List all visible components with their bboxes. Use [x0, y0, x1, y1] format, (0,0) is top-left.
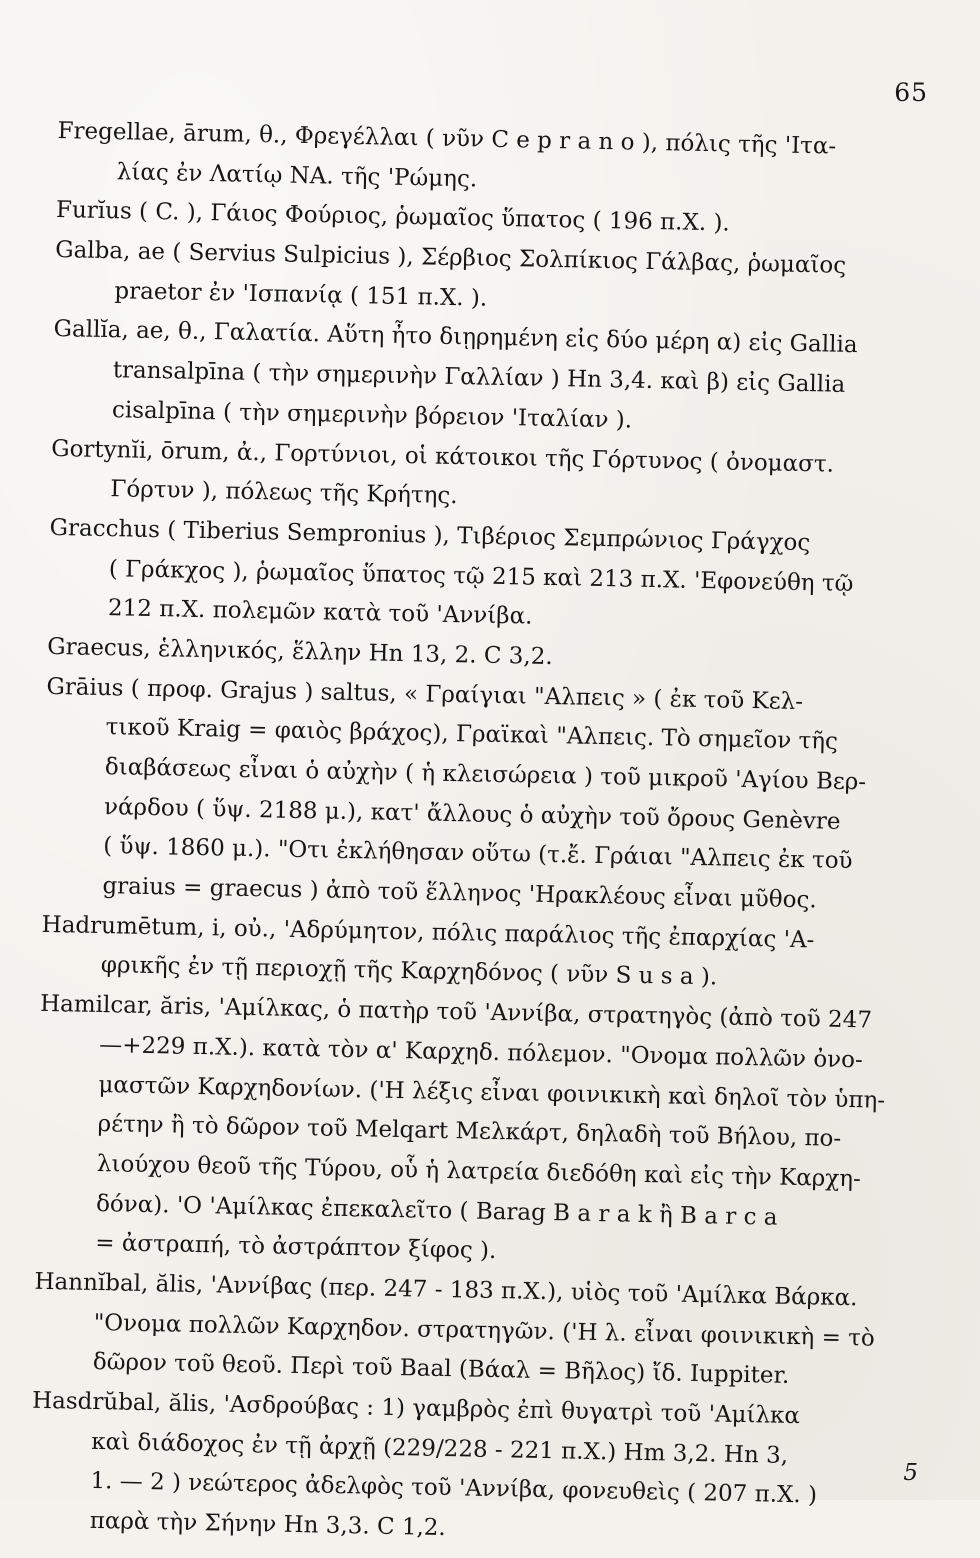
- entry-continuation-line: δόνα). 'Ο 'Αμίλκας ἐπεκαλεῖτο ( Barag B a r a k ἢ B a r c a: [95, 1190, 778, 1231]
- entry-continuation-line: 1. — 2 ) νεώτερος ἀδελφὸς τοῦ 'Αννίβα, φονευθεὶς ( 207 π.Χ. ): [90, 1468, 818, 1509]
- entry-headword-line: Fregellae, ārum, θ., Φρεγέλλαι ( νῦν C e p r a n o ), πόλις τῆς 'Ιτα-: [57, 117, 837, 160]
- entry-continuation-line: cisalpīna ( τὴν σημερινὴν βόρειον 'Ιταλίαν ).: [111, 396, 633, 434]
- entry-headword-line: Furĭus ( C. ), Γάιος Φούριος, ῥωμαῖος ὕπατος ( 196 π.Χ. ).: [55, 197, 731, 237]
- entry-continuation-line: praetor ἐν 'Ισπανίᾳ ( 151 π.Χ. ).: [114, 277, 488, 312]
- glossary-text: [29, 112, 920, 1558]
- entry-continuation-line: "Ονομα πολλῶν Καρχηδον. στρατηγῶν. ('Η λ. εἶναι φοινικικὴ = τὸ: [93, 1309, 876, 1352]
- entry-headword-line: Gallĭa, ae, θ., Γαλατία. Αὕτη ἦτο διῃρημένη εἰς δύο μέρη α) εἰς Gallia: [53, 316, 858, 359]
- entry-continuation-line: νάρδου ( ὕψ. 2188 μ.), κατ' ἄλλους ὁ αὐχὴν τοῦ ὄρους Genèvre: [103, 793, 841, 835]
- entry-continuation-line: 212 π.Χ. πολεμῶν κατὰ τοῦ 'Αννίβα.: [107, 595, 533, 630]
- entry-continuation-line: καὶ διάδοχος ἐν τῇ ἀρχῇ (229/228 - 221 π.Χ.) Hm 3,2. Hn 3,: [91, 1428, 789, 1469]
- entry-headword-line: Gracchus ( Tiberius Sempronius ), Τιβέριος Σεμπρώνιος Γράγχος: [49, 514, 811, 557]
- entry-continuation-line: = ἀστραπή, τὸ ἀστράπτον ξίφος ).: [95, 1230, 497, 1265]
- entry-headword-line: Graecus, ἑλληνικός, ἕλλην Hn 13, 2. C 3,2.: [47, 633, 553, 670]
- entry-headword-line: Hamilcar, ăris, 'Αμίλκας, ὁ πατὴρ τοῦ 'Αννίβα, στρατηγὸς (ἀπὸ τοῦ 247: [39, 990, 873, 1034]
- entry-continuation-line: δῶρον τοῦ θεοῦ. Περὶ τοῦ Baal (Βάαλ = Βῆλος) ἴδ. Iuppiter.: [92, 1349, 790, 1390]
- entry-continuation-line: graius = graecus ) ἀπὸ τοῦ ἕλληνος 'Ηρακλέους εἶναι μῦθος.: [102, 873, 817, 914]
- entry-headword-line: Galba, ae ( Servius Sulpicius ), Σέρβιος Σολπίκιος Γάλβας, ῥωμαῖος: [54, 237, 847, 279]
- entry-continuation-line: λίας ἐν Λατίῳ ΝΑ. τῆς 'Ρώμης.: [116, 158, 478, 193]
- entry-continuation-line: transalpīna ( τὴν σημερινὴν Γαλλίαν ) Hn 3,4. καὶ β) εἰς Gallia: [112, 357, 846, 398]
- entry-continuation-line: ( Γράκχος ), ῥωμαῖος ὕπατος τῷ 215 καὶ 213 π.Χ. 'Εφονεύθη τῷ: [108, 555, 854, 597]
- entry-continuation-line: φρικῆς ἐν τῇ περιοχῇ τῆς Καρχηδόνος ( νῦν S u s a ).: [100, 952, 718, 991]
- entry-headword-line: Gortynĭi, ōrum, ἀ., Γορτύνιοι, οἱ κάτοικοι τῆς Γόρτυνος ( ὀνομαστ.: [50, 435, 835, 478]
- entry-headword-line: Hannĭbal, ălis, 'Αννίβας (περ. 247 - 183 π.Χ.), υἱὸς τοῦ 'Αμίλκα Βάρκα.: [34, 1268, 858, 1312]
- entry-continuation-line: τικοῦ Kraig = φαιὸς βράχος), Γραϊκαὶ "Αλπεις. Τὸ σημεῖον τῆς: [105, 714, 839, 756]
- signature-mark: 5: [903, 1460, 918, 1486]
- entry-continuation-line: παρὰ τὴν Σήνην Hn 3,3. C 1,2.: [89, 1507, 447, 1542]
- entry-continuation-line: μαστῶν Καρχηδονίων. ('Η λέξις εἶναι φοινικικὴ καὶ δηλοῖ τὸν ὑπη-: [98, 1071, 886, 1114]
- entry-continuation-line: Γόρτυν ), πόλεως τῆς Κρήτης.: [110, 476, 458, 510]
- entry-continuation-line: λιούχου θεοῦ τῆς Τύρου, οὗ ἡ λατρεία διεδόθη καὶ εἰς τὴν Καρχη-: [96, 1150, 862, 1193]
- entry-headword-line: Hasdrŭbal, ălis, 'Ασδρούβας : 1) γαμβρὸς ἐπὶ θυγατρὶ τοῦ 'Αμίλκα: [31, 1387, 801, 1430]
- entry-headword-line: Hadrumētum, i, οὐ., 'Αδρύμητον, πόλις παράλιος τῆς ἐπαρχίας 'Α-: [41, 911, 815, 954]
- entry-continuation-line: —+229 π.Χ.). κατὰ τὸν α' Καρχηδ. πόλεμον. "Ονομα πολλῶν ὀνο-: [99, 1031, 864, 1074]
- entry-continuation-line: ρέτην ἢ τὸ δῶρον τοῦ Melqart Μελκάρτ, δηλαδὴ τοῦ Βήλου, πο-: [97, 1111, 842, 1153]
- entry-continuation-line: ( ὕψ. 1860 μ.). "Οτι ἐκλήθησαν οὕτω (τ.ἔ. Γράιαι "Αλπεις ἐκ τοῦ: [103, 833, 853, 875]
- entry-headword-line: Grāius ( προφ. Grajus ) saltus, « Γραίγιαι "Αλπεις » ( ἐκ τοῦ Κελ-: [46, 673, 804, 715]
- entry-continuation-line: διαβάσεως εἶναι ὁ αὐχὴν ( ἡ κλεισώρεια ) τοῦ μικροῦ 'Αγίου Βερ-: [104, 754, 867, 796]
- page-number: 65: [894, 78, 928, 107]
